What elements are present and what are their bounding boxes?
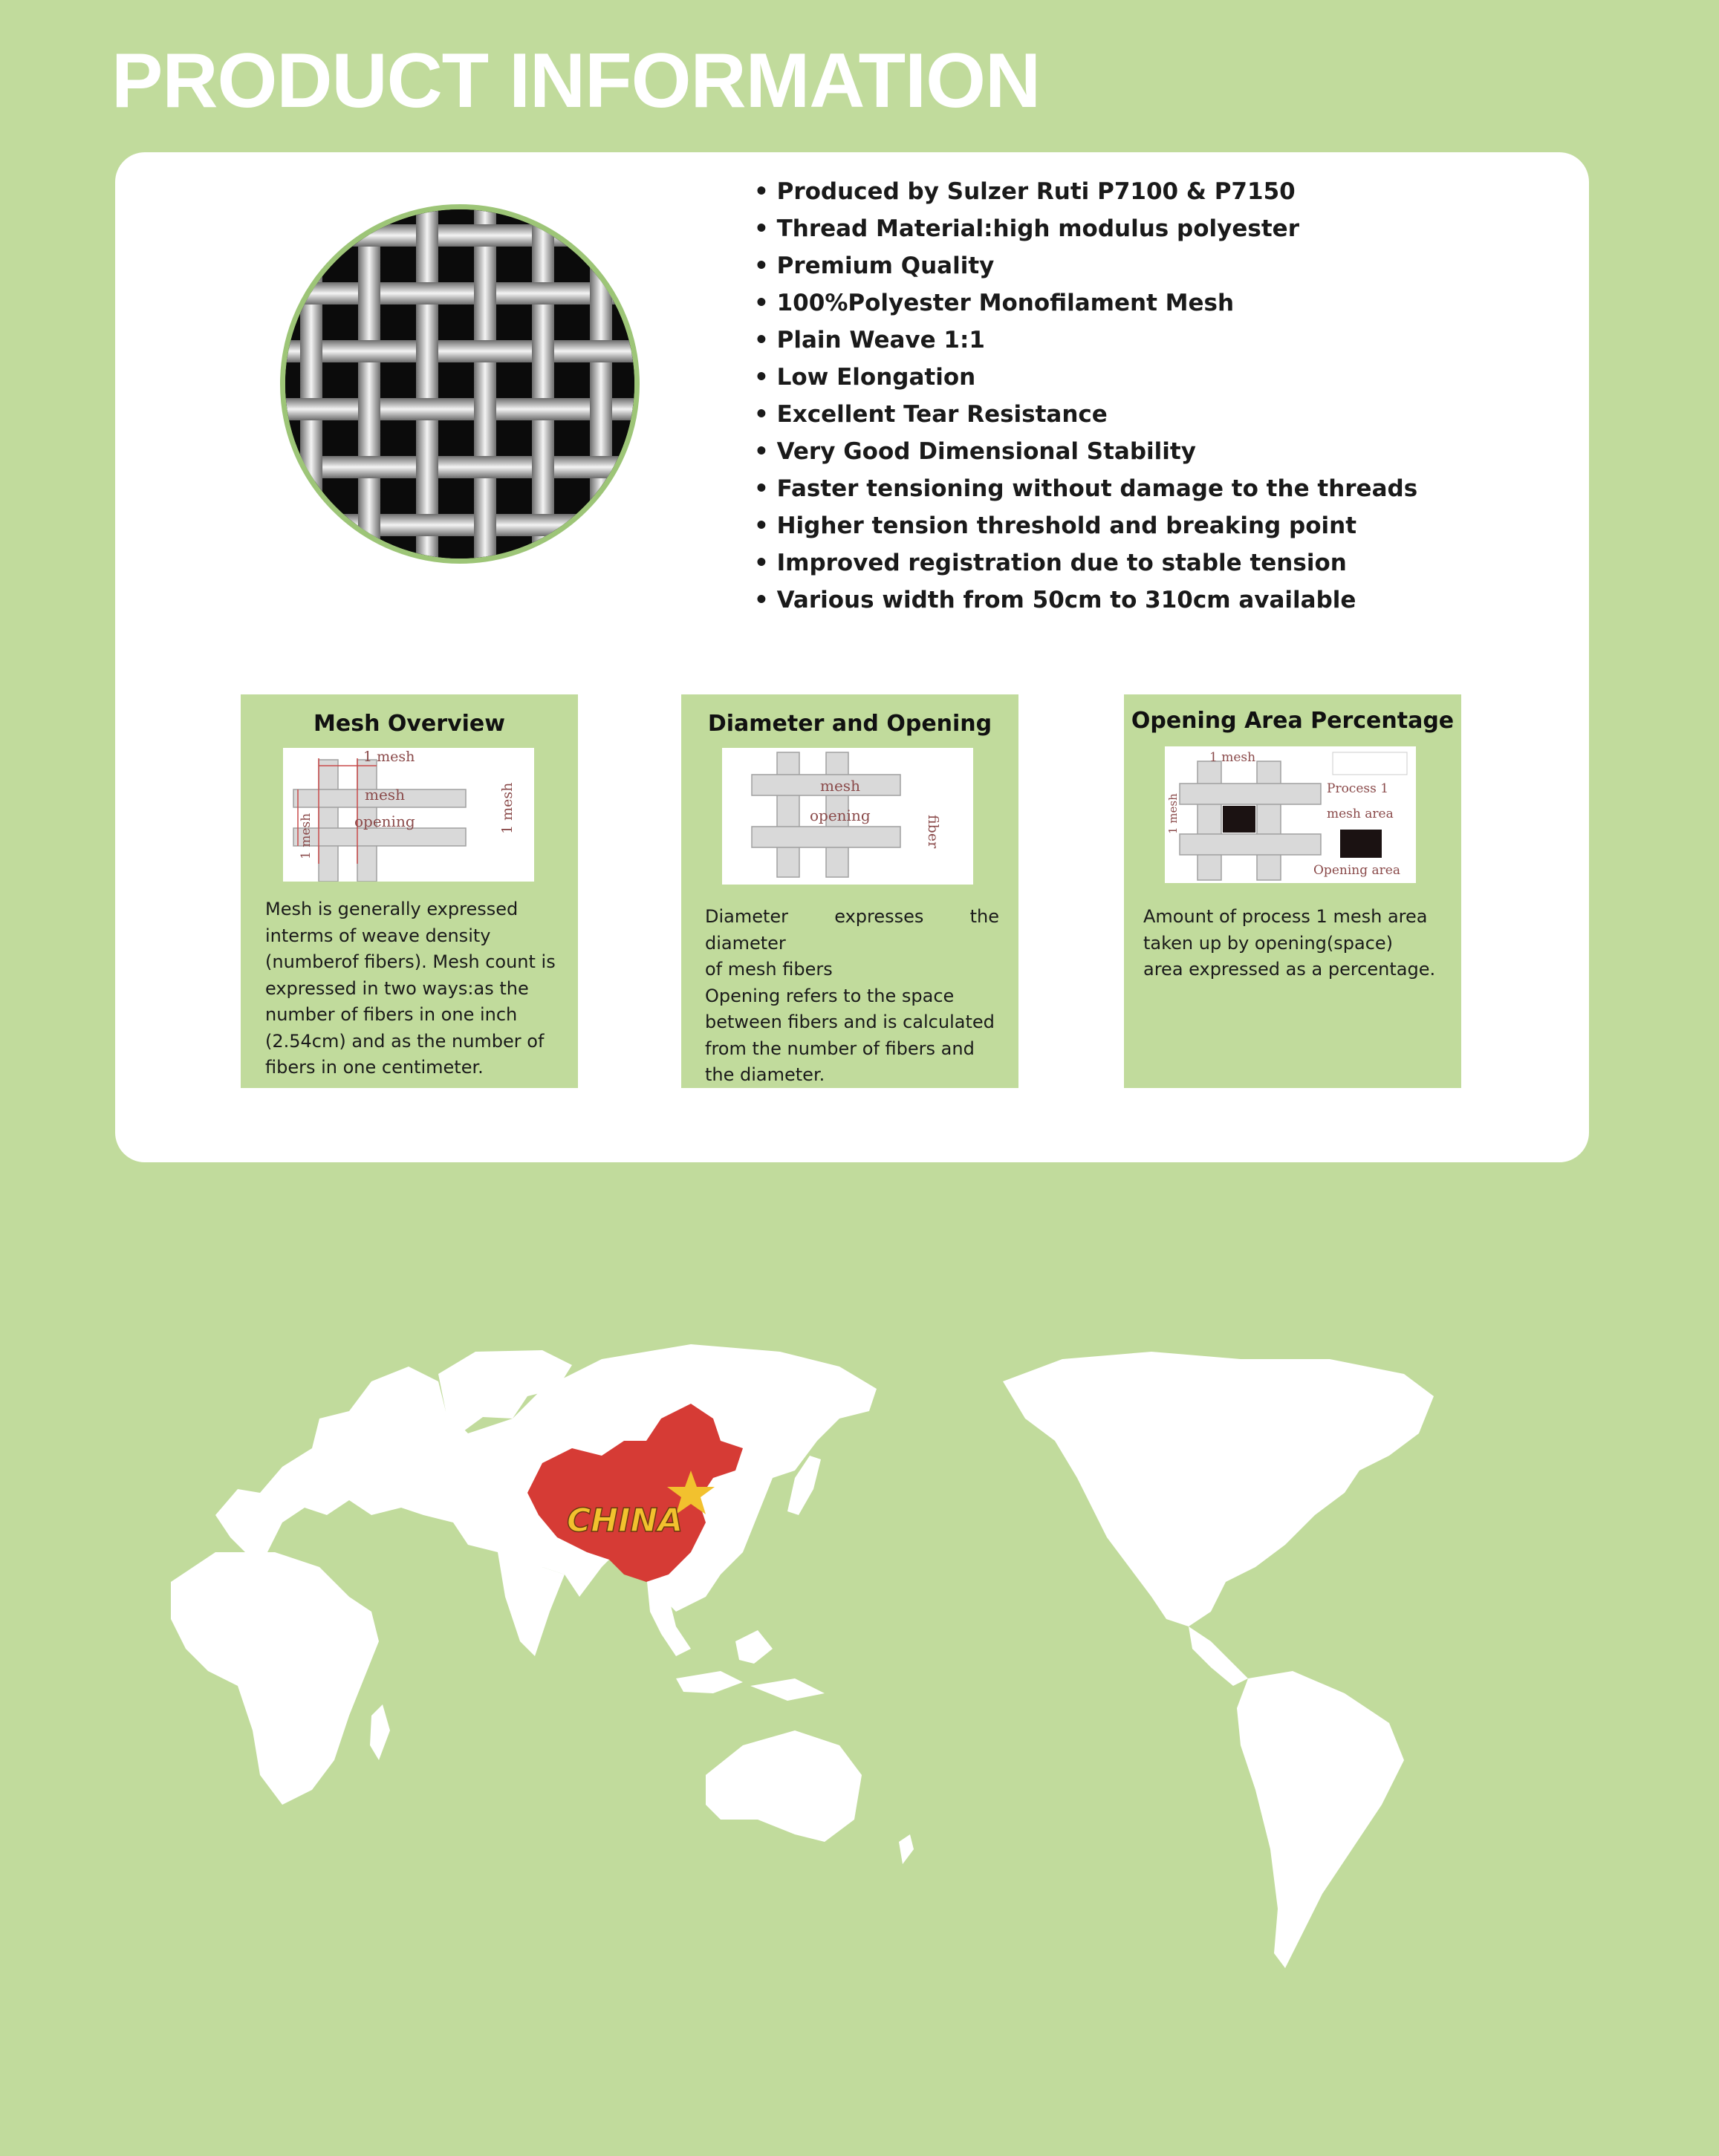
mesh-thread-crossing [300, 453, 322, 481]
mesh-overview-title: Mesh Overview [313, 711, 505, 737]
china-label: CHINA [567, 1502, 683, 1540]
mesh-thread-crossing [474, 279, 496, 307]
mesh-thread-crossing [474, 395, 496, 423]
feature-item: • Improved registration due to stable tension [754, 544, 1417, 582]
mesh-thread-crossing [474, 511, 496, 539]
diagram-label-right: fiber [925, 815, 941, 849]
diagram-label-side: 1 mesh [1166, 793, 1180, 834]
diagram-label-mesh-area: mesh area [1327, 807, 1394, 821]
mesh-thread-horizontal [285, 456, 634, 478]
opening-area-title: Opening Area Percentage [1131, 708, 1455, 734]
mesh-thread-horizontal [285, 514, 634, 536]
mesh-overview-diagram [283, 748, 534, 882]
mesh-thread-crossing [532, 221, 554, 250]
world-map-illustration [126, 1329, 1582, 1983]
diagram-label-mid: mesh [820, 777, 860, 795]
feature-item: • Higher tension threshold and breaking point [754, 507, 1417, 544]
feature-list [754, 173, 1417, 619]
mesh-overview-box [241, 694, 578, 1088]
feature-item: • Produced by Sulzer Ruti P7100 & P7150 [754, 173, 1417, 210]
mesh-thread-crossing [300, 221, 322, 250]
diagram-label-mid: mesh [365, 786, 405, 804]
diagram-label-low: opening [354, 812, 415, 830]
mesh-thread-crossing [416, 453, 438, 481]
mesh-thread-horizontal [285, 224, 634, 247]
opening-area-text: Amount of process 1 mesh area taken up by opening(space) area expressed as a percentage. [1143, 906, 1436, 980]
mesh-thread-vertical [358, 209, 380, 558]
mesh-thread-vertical [590, 209, 612, 558]
mesh-thread-horizontal [285, 282, 634, 304]
feature-item: • Premium Quality [754, 247, 1417, 284]
mesh-thread-crossing [532, 337, 554, 365]
mesh-weave-image [280, 204, 640, 564]
diameter-opening-box [681, 694, 1018, 1088]
product-info-card [115, 152, 1589, 1162]
mesh-thread-vertical [416, 209, 438, 558]
mesh-thread-vertical [474, 209, 496, 558]
mesh-thread-vertical [300, 209, 322, 558]
diameter-opening-title: Diameter and Opening [707, 711, 992, 737]
feature-item: • Low Elongation [754, 359, 1417, 396]
mesh-thread-crossing [358, 279, 380, 307]
mesh-thread-crossing [590, 511, 612, 539]
mesh-weave-illustration [285, 209, 634, 558]
mesh-thread-crossing [590, 395, 612, 423]
mesh-thread-crossing [590, 279, 612, 307]
diagram-label-side: 1 mesh [299, 812, 313, 859]
diagram-label-top: 1 mesh [363, 749, 415, 765]
mesh-thread-horizontal [285, 398, 634, 420]
diagram-label-low: opening [810, 807, 871, 824]
opening-area-box [1124, 694, 1461, 1088]
feature-item: • Plain Weave 1:1 [754, 322, 1417, 359]
feature-item: • 100%Polyester Monofilament Mesh [754, 284, 1417, 322]
world-map [126, 1329, 1582, 1983]
diagram-label-process: Process 1 [1327, 781, 1389, 796]
mesh-thread-crossing [416, 337, 438, 365]
feature-item: • Very Good Dimensional Stability [754, 433, 1417, 470]
page-title: PRODUCT INFORMATION [111, 38, 1041, 124]
diagram-label-opening-area: Opening area [1313, 863, 1400, 878]
feature-item: • Thread Material:high modulus polyester [754, 210, 1417, 247]
feature-item: • Various width from 50cm to 310cm available [754, 582, 1417, 619]
mesh-thread-crossing [532, 453, 554, 481]
mesh-thread-crossing [358, 395, 380, 423]
mesh-thread-vertical [532, 209, 554, 558]
mesh-overview-text: Mesh is generally expressed interms of weave density (numberof fibers). Mesh count is expressed in two ways:as the number of fibers in one inch (2.54cm) and as the number of fibers in one centimeter. [265, 899, 556, 1078]
feature-item: • Faster tensioning without damage to the threads [754, 470, 1417, 507]
mesh-thread-crossing [358, 511, 380, 539]
diameter-opening-diagram [722, 748, 973, 885]
mesh-thread-horizontal [285, 340, 634, 362]
diagram-label-right: 1 mesh [499, 782, 516, 834]
mesh-thread-crossing [416, 221, 438, 250]
opening-area-diagram [1165, 746, 1416, 883]
diagram-label-top: 1 mesh [1209, 750, 1256, 765]
mesh-thread-crossing [300, 337, 322, 365]
feature-item: • Excellent Tear Resistance [754, 396, 1417, 433]
diameter-opening-text: Diameter expresses the diameter of mesh fibers Opening refers to the space between fibers and is calculated from the number of fibers and the diameter. [705, 906, 999, 1085]
